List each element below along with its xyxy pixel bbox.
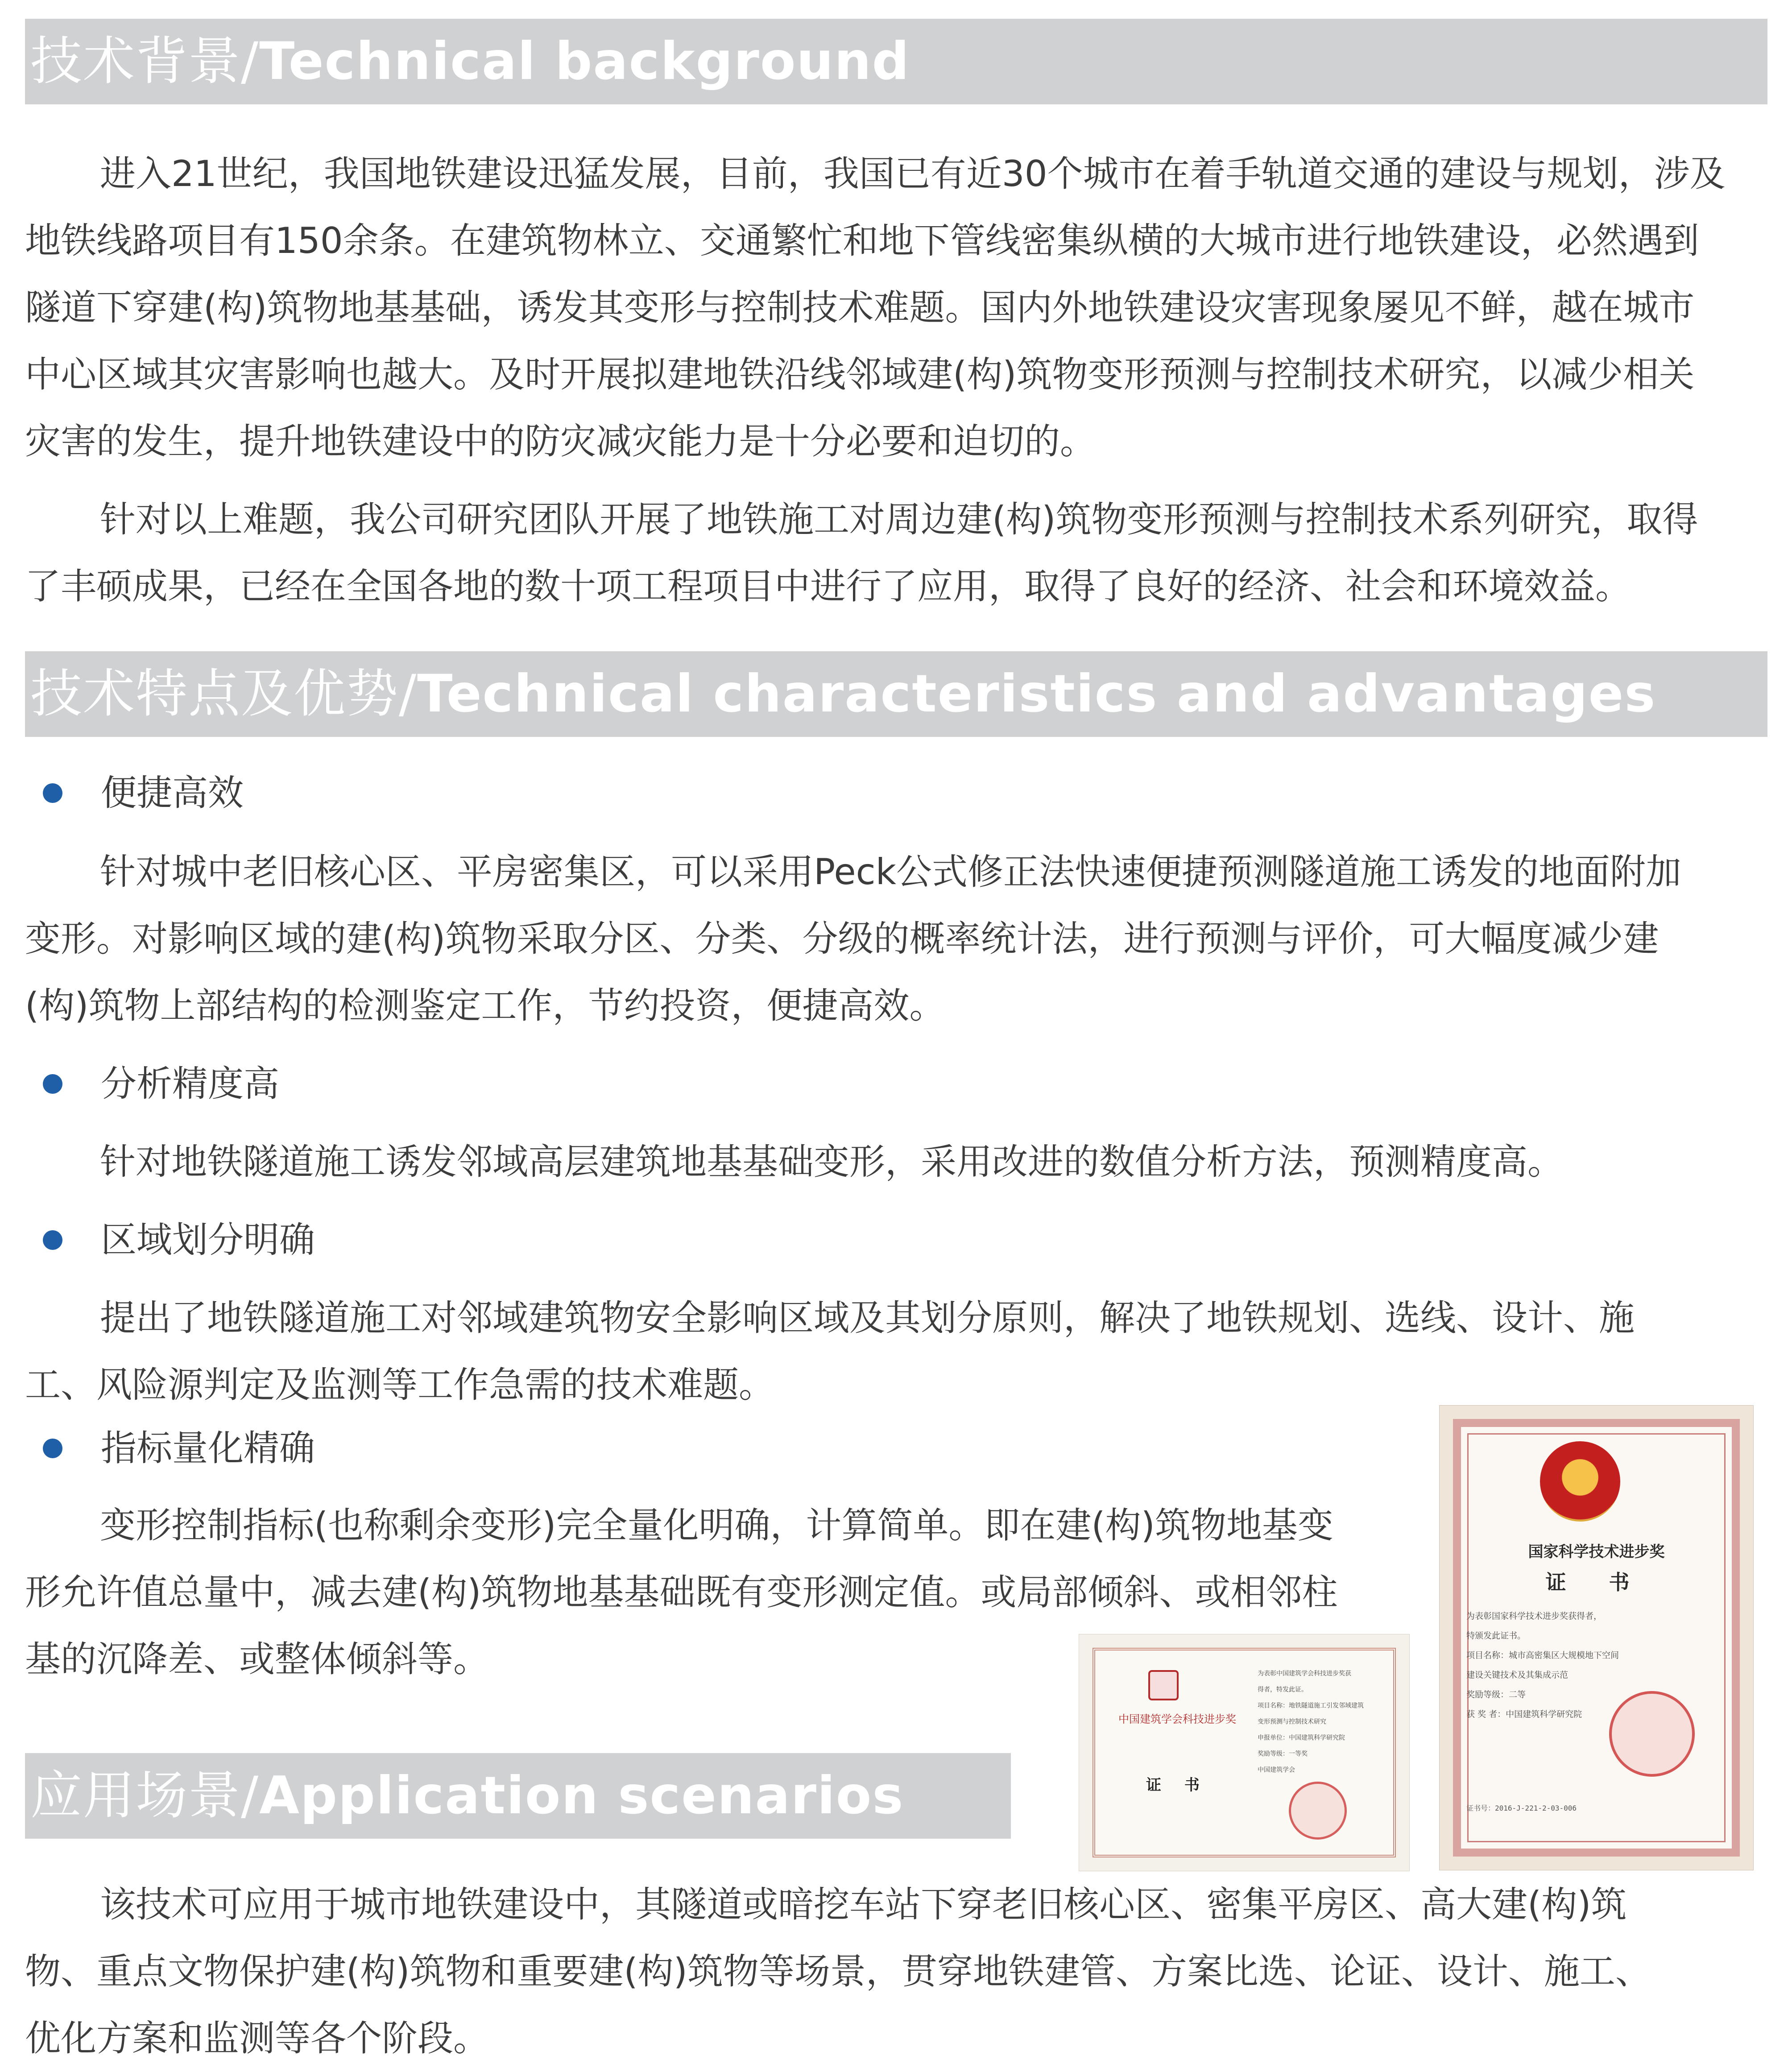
certificate-detail-line: 为表彰中国建筑学会科技进步奖获 — [1258, 1670, 1351, 1677]
red-seal-icon — [1289, 1782, 1347, 1840]
certificate-title: 国家科学技术进步奖 — [1528, 1543, 1665, 1561]
paragraph-line: 了丰硕成果，已经在全国各地的数十项工程项目中进行了应用，取得了良好的经济、社会和环境效益。 — [25, 566, 1631, 607]
certificate-national-image — [1439, 1405, 1754, 1870]
paragraph-line: 物、重点文物保护建(构)筑物和重要建(构)筑物等场景，贯穿地铁建管、方案比选、论证、设计、施工、 — [25, 1951, 1651, 1992]
feature-label: 指标量化精确 — [101, 1427, 315, 1469]
certificate-detail-line: 申报单位：中国建筑科学研究院 — [1258, 1734, 1345, 1741]
section-title-zh: 应用场景/ — [30, 1766, 260, 1826]
bullet-dot-icon — [43, 1074, 62, 1094]
certificate-detail-line: 奖励等级：二等 — [1466, 1690, 1526, 1700]
paragraph-line: 该技术可应用于城市地铁建设中，其隧道或暗挖车站下穿老旧核心区、密集平房区、高大建(构)筑 — [100, 1884, 1627, 1925]
paragraph-line: (构)筑物上部结构的检测鉴定工作，节约投资，便捷高效。 — [25, 985, 945, 1026]
section-title-zh: 技术特点及优势/ — [30, 664, 418, 724]
paragraph-line: 形允许值总量中，减去建(构)筑物地基基础既有变形测定值。或局部倾斜、或相邻柱 — [25, 1572, 1338, 1613]
feature-label: 便捷高效 — [101, 772, 244, 814]
paragraph-line: 工、风险源判定及监测等工作急需的技术难题。 — [25, 1364, 774, 1406]
section-title-en: Technical characteristics and advantages — [417, 664, 1656, 724]
certificate-detail-line: 建设关键技术及其集成示范 — [1466, 1670, 1569, 1680]
paragraph-line: 基的沉降差、或整体倾斜等。 — [25, 1638, 489, 1680]
certificate-detail-line: 项目名称：城市高密集区大规模地下空间 — [1466, 1650, 1619, 1660]
certificate-org-title: 中国建筑学会科技进步奖 — [1118, 1713, 1236, 1725]
certificate-detail-line: 项目名称：地铁隧道施工引发邻域建筑 — [1258, 1702, 1364, 1709]
paragraph-line: 变形。对影响区域的建(构)筑物采取分区、分类、分级的概率统计法，进行预测与评价，可大幅度减少建 — [25, 918, 1659, 959]
certificate-details — [1258, 1666, 1374, 1778]
certificate-detail-line: 奖励等级：一等奖 — [1258, 1750, 1308, 1758]
paragraph-line: 隧道下穿建(构)筑物地基基础，诱发其变形与控制技术难题。国内外地铁建设灾害现象屡见不鲜，越在城市 — [25, 287, 1695, 328]
certificate-society-image — [1079, 1634, 1410, 1871]
paragraph-line: 中心区域其灾害影响也越大。及时开展拟建地铁沿线邻域建(构)筑物变形预测与控制技术研究，以减少相关 — [25, 354, 1695, 395]
feature-label: 分析精度高 — [101, 1063, 279, 1104]
certificate-detail-line: 中国建筑学会 — [1258, 1766, 1295, 1774]
paragraph-line: 进入21世纪，我国地铁建设迅猛发展，目前，我国已有近30个城市在着手轨道交通的建设与规划，涉及 — [100, 153, 1726, 194]
certificate-detail-line: 获 奖 者：中国建筑科学研究院 — [1466, 1709, 1582, 1719]
paragraph-line: 针对城中老旧核心区、平房密集区，可以采用Peck公式修正法快速便捷预测隧道施工诱发的地面附加 — [100, 851, 1681, 893]
feature-label: 区域划分明确 — [101, 1219, 315, 1261]
society-emblem-icon — [1148, 1670, 1179, 1700]
certificate-heading: 证 书 — [1146, 1776, 1209, 1794]
bullet-dot-icon — [43, 1230, 62, 1250]
bullet-dot-icon — [43, 783, 62, 803]
paragraph-line: 针对地铁隧道施工诱发邻域高层建筑地基基础变形，采用改进的数值分析方法，预测精度高。 — [100, 1141, 1563, 1183]
certificate-detail-line: 得者，特发此证。 — [1258, 1686, 1308, 1693]
section-header-features — [25, 651, 1767, 737]
certificate-heading: 证 书 — [1545, 1570, 1647, 1594]
section-title — [30, 664, 1656, 724]
paragraph-line: 地铁线路项目有150余条。在建筑物林立、交通繁忙和地下管线密集纵横的大城市进行地铁建设，必然遇到 — [25, 220, 1699, 261]
paragraph-line: 针对以上难题，我公司研究团队开展了地铁施工对周边建(构)筑物变形预测与控制技术系列研究，取得 — [100, 499, 1698, 540]
section-title-en: Application scenarios — [259, 1766, 904, 1826]
section-title — [30, 1766, 904, 1826]
section-title-en: Technical background — [259, 31, 910, 91]
paragraph-line: 提出了地铁隧道施工对邻域建筑物安全影响区域及其划分原则，解决了地铁规划、选线、设计、施 — [100, 1297, 1635, 1339]
section-title-zh: 技术背景/ — [30, 31, 260, 91]
certificate-number: 证书号：2016-J-221-2-03-006 — [1466, 1804, 1577, 1812]
bullet-dot-icon — [43, 1439, 62, 1458]
section-title — [30, 31, 910, 91]
section-header-background — [25, 19, 1767, 104]
certificate-detail-line: 为表彰国家科学技术进步奖获得者， — [1466, 1611, 1602, 1621]
certificate-detail-line: 变形预测与控制技术研究 — [1258, 1718, 1326, 1725]
paragraph-line: 优化方案和监测等各个阶段。 — [25, 2018, 489, 2059]
red-seal-icon — [1609, 1691, 1695, 1777]
national-emblem-icon — [1540, 1441, 1620, 1522]
certificate-detail-line: 特颁发此证书。 — [1466, 1631, 1526, 1641]
paragraph-line: 灾害的发生，提升地铁建设中的防灾减灾能力是十分必要和迫切的。 — [25, 421, 1096, 462]
paragraph-line: 变形控制指标(也称剩余变形)完全量化明确，计算简单。即在建(构)筑物地基变 — [100, 1505, 1333, 1546]
section-header-application — [25, 1753, 1011, 1839]
